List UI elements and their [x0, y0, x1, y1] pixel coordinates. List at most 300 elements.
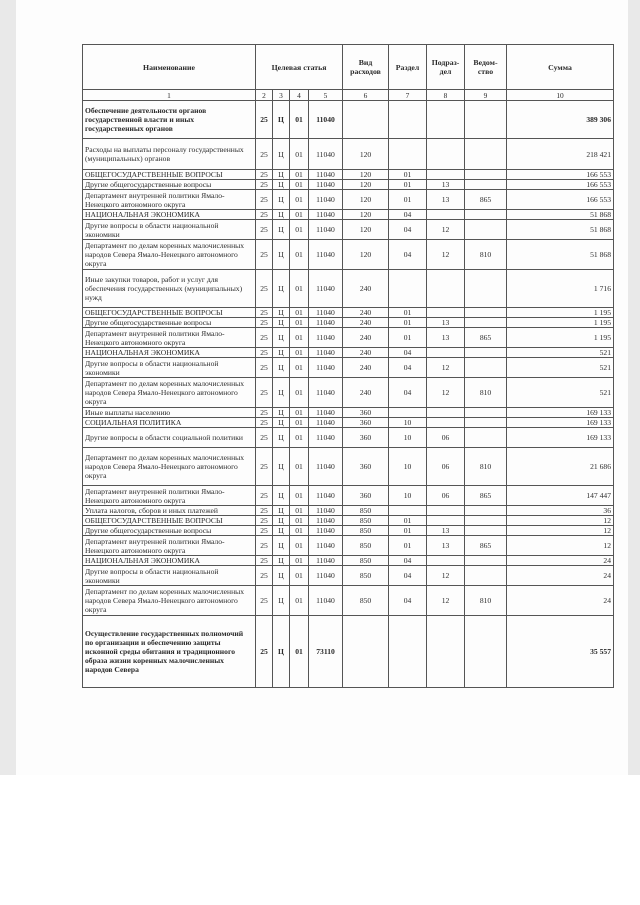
main-activity-code: 01: [290, 378, 309, 408]
section-code: 01: [389, 328, 427, 348]
expense-type-code: 850: [343, 516, 389, 526]
department-code: [465, 566, 507, 586]
subprogram-code: Ц: [273, 358, 290, 378]
department-code: [465, 170, 507, 180]
header-section: Раздел: [389, 45, 427, 90]
main-activity-code: 01: [290, 486, 309, 506]
row-name: Другие вопросы в области национальной экономики: [83, 566, 256, 586]
direction-code: 73110: [309, 616, 343, 688]
row-sum: 147 447: [507, 486, 614, 506]
table-row: [83, 418, 614, 428]
subsection-code: [427, 101, 465, 139]
subprogram-code: Ц: [273, 616, 290, 688]
direction-code: 11040: [309, 378, 343, 408]
subprogram-code: Ц: [273, 586, 290, 616]
row-sum: 12: [507, 536, 614, 556]
section-code: [389, 408, 427, 418]
row-sum: 51 868: [507, 240, 614, 270]
main-activity-code: 01: [290, 526, 309, 536]
header-expense-type: Вид расходов: [343, 45, 389, 90]
subprogram-code: Ц: [273, 526, 290, 536]
table-row: [83, 526, 614, 536]
expense-type-code: 850: [343, 566, 389, 586]
program-code: 25: [256, 190, 273, 210]
department-code: [465, 220, 507, 240]
subsection-code: 13: [427, 526, 465, 536]
row-name: ОБЩЕГОСУДАРСТВЕННЫЕ ВОПРОСЫ: [83, 170, 256, 180]
expense-type-code: 850: [343, 536, 389, 556]
main-activity-code: 01: [290, 220, 309, 240]
department-code: [465, 358, 507, 378]
subsection-code: [427, 616, 465, 688]
main-activity-code: 01: [290, 566, 309, 586]
table-row: [83, 139, 614, 170]
main-activity-code: 01: [290, 616, 309, 688]
subsection-code: 12: [427, 586, 465, 616]
expense-type-code: 120: [343, 190, 389, 210]
row-name: Другие вопросы в области социальной политики: [83, 428, 256, 448]
section-code: 04: [389, 586, 427, 616]
program-code: 25: [256, 270, 273, 308]
subsection-code: [427, 308, 465, 318]
subsection-code: 13: [427, 180, 465, 190]
section-code: 04: [389, 220, 427, 240]
table-row: [83, 616, 614, 688]
department-code: [465, 616, 507, 688]
subsection-code: [427, 270, 465, 308]
direction-code: 11040: [309, 408, 343, 418]
subsection-code: 13: [427, 328, 465, 348]
expense-type-code: 360: [343, 486, 389, 506]
program-code: 25: [256, 526, 273, 536]
subprogram-code: Ц: [273, 556, 290, 566]
department-code: [465, 506, 507, 516]
expense-type-code: 120: [343, 240, 389, 270]
department-code: [465, 270, 507, 308]
table-row: [83, 190, 614, 210]
direction-code: 11040: [309, 139, 343, 170]
department-code: 865: [465, 190, 507, 210]
direction-code: 11040: [309, 318, 343, 328]
table-row: [83, 506, 614, 516]
expense-type-code: 120: [343, 139, 389, 170]
department-code: [465, 348, 507, 358]
subprogram-code: Ц: [273, 240, 290, 270]
row-name: НАЦИОНАЛЬНАЯ ЭКОНОМИКА: [83, 348, 256, 358]
row-name: Обеспечение деятельности органов государственной власти и иных государственных органов: [83, 101, 256, 139]
subprogram-code: Ц: [273, 418, 290, 428]
section-code: 04: [389, 566, 427, 586]
column-number: 6: [343, 90, 389, 101]
table-row: [83, 220, 614, 240]
department-code: [465, 408, 507, 418]
program-code: 25: [256, 408, 273, 418]
expense-type-code: 360: [343, 408, 389, 418]
subprogram-code: Ц: [273, 318, 290, 328]
row-name: Департамент внутренней политики Ямало-Ненецкого автономного округа: [83, 536, 256, 556]
department-code: 865: [465, 486, 507, 506]
subprogram-code: Ц: [273, 210, 290, 220]
subprogram-code: Ц: [273, 536, 290, 556]
column-number: 2: [256, 90, 273, 101]
column-number: 7: [389, 90, 427, 101]
direction-code: 11040: [309, 328, 343, 348]
row-name: Департамент внутренней политики Ямало-Ненецкого автономного округа: [83, 486, 256, 506]
column-number: 9: [465, 90, 507, 101]
row-name: Уплата налогов, сборов и иных платежей: [83, 506, 256, 516]
row-sum: 521: [507, 358, 614, 378]
main-activity-code: 01: [290, 190, 309, 210]
section-code: 10: [389, 448, 427, 486]
subsection-code: 06: [427, 448, 465, 486]
main-activity-code: 01: [290, 180, 309, 190]
expense-type-code: 850: [343, 526, 389, 536]
column-number: 4: [290, 90, 309, 101]
row-name: Другие общегосударственные вопросы: [83, 526, 256, 536]
direction-code: 11040: [309, 428, 343, 448]
row-name: Другие вопросы в области национальной экономики: [83, 358, 256, 378]
row-sum: 1 195: [507, 308, 614, 318]
row-sum: 166 553: [507, 190, 614, 210]
expense-type-code: 850: [343, 586, 389, 616]
main-activity-code: 01: [290, 270, 309, 308]
row-sum: 51 868: [507, 220, 614, 240]
table-row: [83, 328, 614, 348]
table-row: [83, 536, 614, 556]
row-sum: 12: [507, 516, 614, 526]
expense-type-code: 240: [343, 308, 389, 318]
row-sum: 24: [507, 586, 614, 616]
table-row: [83, 516, 614, 526]
row-sum: 218 421: [507, 139, 614, 170]
program-code: 25: [256, 448, 273, 486]
subsection-code: 12: [427, 566, 465, 586]
row-name: Департамент внутренней политики Ямало-Ненецкого автономного округа: [83, 190, 256, 210]
program-code: 25: [256, 536, 273, 556]
direction-code: 11040: [309, 358, 343, 378]
subsection-code: 06: [427, 428, 465, 448]
table-row: [83, 428, 614, 448]
row-name: Осуществление государственных полномочий по организации и обеспечению защиты исконной среды обитания и традиционного образа жизни коренных малочисленных народов Севера: [83, 616, 256, 688]
section-code: [389, 506, 427, 516]
department-code: [465, 418, 507, 428]
main-activity-code: 01: [290, 418, 309, 428]
department-code: [465, 101, 507, 139]
column-number: 5: [309, 90, 343, 101]
main-activity-code: 01: [290, 448, 309, 486]
direction-code: 11040: [309, 556, 343, 566]
program-code: 25: [256, 616, 273, 688]
table-row: [83, 101, 614, 139]
direction-code: 11040: [309, 170, 343, 180]
subprogram-code: Ц: [273, 448, 290, 486]
program-code: 25: [256, 428, 273, 448]
direction-code: 11040: [309, 506, 343, 516]
table-row: [83, 170, 614, 180]
subsection-code: 13: [427, 318, 465, 328]
subsection-code: 13: [427, 190, 465, 210]
subprogram-code: Ц: [273, 328, 290, 348]
subsection-code: [427, 556, 465, 566]
row-name: Иные выплаты населению: [83, 408, 256, 418]
direction-code: 11040: [309, 348, 343, 358]
program-code: 25: [256, 348, 273, 358]
row-name: Другие общегосударственные вопросы: [83, 318, 256, 328]
table-row: [83, 308, 614, 318]
program-code: 25: [256, 308, 273, 318]
program-code: 25: [256, 566, 273, 586]
table-row: [83, 240, 614, 270]
direction-code: 11040: [309, 220, 343, 240]
expense-type-code: 120: [343, 220, 389, 240]
program-code: 25: [256, 486, 273, 506]
direction-code: 11040: [309, 448, 343, 486]
table-row: [83, 348, 614, 358]
table-row: [83, 378, 614, 408]
row-sum: 166 553: [507, 170, 614, 180]
department-code: [465, 318, 507, 328]
row-sum: 521: [507, 378, 614, 408]
department-code: [465, 516, 507, 526]
program-code: 25: [256, 556, 273, 566]
section-code: 10: [389, 486, 427, 506]
row-name: ОБЩЕГОСУДАРСТВЕННЫЕ ВОПРОСЫ: [83, 308, 256, 318]
direction-code: 11040: [309, 308, 343, 318]
subsection-code: [427, 418, 465, 428]
section-code: 04: [389, 556, 427, 566]
row-sum: 1 716: [507, 270, 614, 308]
department-code: 810: [465, 378, 507, 408]
row-name: Иные закупки товаров, работ и услуг для обеспечения государственных (муниципальных) нужд: [83, 270, 256, 308]
column-number-row: [83, 90, 614, 101]
department-code: [465, 180, 507, 190]
expense-type-code: 850: [343, 506, 389, 516]
direction-code: 11040: [309, 210, 343, 220]
subsection-code: 13: [427, 536, 465, 556]
direction-code: 11040: [309, 101, 343, 139]
row-name: СОЦИАЛЬНАЯ ПОЛИТИКА: [83, 418, 256, 428]
section-code: 04: [389, 240, 427, 270]
direction-code: 11040: [309, 240, 343, 270]
subsection-code: [427, 516, 465, 526]
main-activity-code: 01: [290, 358, 309, 378]
main-activity-code: 01: [290, 318, 309, 328]
subsection-code: [427, 170, 465, 180]
main-activity-code: 01: [290, 170, 309, 180]
expense-type-code: 120: [343, 170, 389, 180]
row-name: Департамент по делам коренных малочисленных народов Севера Ямало-Ненецкого автономного округа: [83, 448, 256, 486]
column-number: 10: [507, 90, 614, 101]
row-sum: 51 868: [507, 210, 614, 220]
table-row: [83, 408, 614, 418]
budget-table: [82, 44, 614, 688]
expense-type-code: 240: [343, 318, 389, 328]
program-code: 25: [256, 378, 273, 408]
row-sum: 169 133: [507, 428, 614, 448]
department-code: 810: [465, 240, 507, 270]
section-code: 01: [389, 170, 427, 180]
expense-type-code: 240: [343, 378, 389, 408]
expense-type-code: 360: [343, 418, 389, 428]
row-sum: 389 306: [507, 101, 614, 139]
row-sum: 35 557: [507, 616, 614, 688]
expense-type-code: 240: [343, 358, 389, 378]
row-sum: 12: [507, 526, 614, 536]
section-code: 01: [389, 318, 427, 328]
department-code: [465, 428, 507, 448]
department-code: 810: [465, 448, 507, 486]
section-code: 04: [389, 210, 427, 220]
program-code: 25: [256, 358, 273, 378]
row-sum: 1 195: [507, 318, 614, 328]
section-code: [389, 101, 427, 139]
section-code: 10: [389, 418, 427, 428]
table-row: [83, 448, 614, 486]
column-number: 3: [273, 90, 290, 101]
subsection-code: [427, 506, 465, 516]
section-code: 01: [389, 180, 427, 190]
row-name: Другие вопросы в области национальной экономики: [83, 220, 256, 240]
subsection-code: 12: [427, 358, 465, 378]
expense-type-code: 120: [343, 210, 389, 220]
expense-type-code: 240: [343, 348, 389, 358]
direction-code: 11040: [309, 536, 343, 556]
table-row: [83, 270, 614, 308]
subprogram-code: Ц: [273, 486, 290, 506]
subsection-code: 12: [427, 220, 465, 240]
main-activity-code: 01: [290, 516, 309, 526]
table-row: [83, 566, 614, 586]
blank-area: [0, 775, 640, 905]
row-name: Департамент по делам коренных малочисленных народов Севера Ямало-Ненецкого автономного округа: [83, 586, 256, 616]
subsection-code: [427, 348, 465, 358]
section-code: 10: [389, 428, 427, 448]
row-sum: 169 133: [507, 408, 614, 418]
subsection-code: [427, 408, 465, 418]
expense-type-code: 120: [343, 180, 389, 190]
department-code: [465, 139, 507, 170]
section-code: [389, 139, 427, 170]
row-sum: 166 553: [507, 180, 614, 190]
subprogram-code: Ц: [273, 139, 290, 170]
subprogram-code: Ц: [273, 408, 290, 418]
row-sum: 1 195: [507, 328, 614, 348]
main-activity-code: 01: [290, 348, 309, 358]
table-row: [83, 586, 614, 616]
table-row: [83, 556, 614, 566]
header-department: Ведом-ство: [465, 45, 507, 90]
subprogram-code: Ц: [273, 170, 290, 180]
main-activity-code: 01: [290, 101, 309, 139]
section-code: 01: [389, 308, 427, 318]
subprogram-code: Ц: [273, 308, 290, 318]
subprogram-code: Ц: [273, 348, 290, 358]
row-name: НАЦИОНАЛЬНАЯ ЭКОНОМИКА: [83, 210, 256, 220]
row-sum: 24: [507, 566, 614, 586]
header-target-article: Целевая статья: [256, 45, 343, 90]
main-activity-code: 01: [290, 408, 309, 418]
row-name: ОБЩЕГОСУДАРСТВЕННЫЕ ВОПРОСЫ: [83, 516, 256, 526]
row-name: Департамент по делам коренных малочисленных народов Севера Ямало-Ненецкого автономного округа: [83, 240, 256, 270]
section-code: 04: [389, 358, 427, 378]
program-code: 25: [256, 418, 273, 428]
subprogram-code: Ц: [273, 270, 290, 308]
program-code: 25: [256, 170, 273, 180]
department-code: 865: [465, 328, 507, 348]
row-sum: 21 686: [507, 448, 614, 486]
program-code: 25: [256, 328, 273, 348]
section-code: 01: [389, 536, 427, 556]
program-code: 25: [256, 516, 273, 526]
section-code: 04: [389, 378, 427, 408]
program-code: 25: [256, 318, 273, 328]
subsection-code: 06: [427, 486, 465, 506]
section-code: 01: [389, 516, 427, 526]
program-code: 25: [256, 220, 273, 240]
subprogram-code: Ц: [273, 220, 290, 240]
direction-code: 11040: [309, 516, 343, 526]
subprogram-code: Ц: [273, 516, 290, 526]
program-code: 25: [256, 180, 273, 190]
direction-code: 11040: [309, 566, 343, 586]
direction-code: 11040: [309, 418, 343, 428]
subsection-code: 12: [427, 378, 465, 408]
program-code: 25: [256, 210, 273, 220]
direction-code: 11040: [309, 486, 343, 506]
row-sum: 169 133: [507, 418, 614, 428]
main-activity-code: 01: [290, 139, 309, 170]
table-row: [83, 318, 614, 328]
header-name: Наименование: [83, 45, 256, 90]
table-row: [83, 180, 614, 190]
table-row: [83, 486, 614, 506]
section-code: [389, 616, 427, 688]
row-name: Департамент по делам коренных малочисленных народов Севера Ямало-Ненецкого автономного округа: [83, 378, 256, 408]
department-code: 810: [465, 586, 507, 616]
program-code: 25: [256, 139, 273, 170]
row-sum: 24: [507, 556, 614, 566]
direction-code: 11040: [309, 586, 343, 616]
expense-type-code: 360: [343, 428, 389, 448]
expense-type-code: 240: [343, 270, 389, 308]
expense-type-code: 360: [343, 448, 389, 486]
main-activity-code: 01: [290, 210, 309, 220]
main-activity-code: 01: [290, 428, 309, 448]
header-subsection: Подраз-дел: [427, 45, 465, 90]
subprogram-code: Ц: [273, 428, 290, 448]
program-code: 25: [256, 101, 273, 139]
column-number: 1: [83, 90, 256, 101]
program-code: 25: [256, 240, 273, 270]
program-code: 25: [256, 586, 273, 616]
program-code: 25: [256, 506, 273, 516]
header-sum: Сумма: [507, 45, 614, 90]
expense-type-code: 240: [343, 328, 389, 348]
section-code: 04: [389, 348, 427, 358]
main-activity-code: 01: [290, 556, 309, 566]
row-name: Департамент внутренней политики Ямало-Ненецкого автономного округа: [83, 328, 256, 348]
department-code: [465, 308, 507, 318]
department-code: 865: [465, 536, 507, 556]
department-code: [465, 210, 507, 220]
main-activity-code: 01: [290, 308, 309, 318]
header-row: [83, 45, 614, 90]
direction-code: 11040: [309, 270, 343, 308]
subprogram-code: Ц: [273, 566, 290, 586]
row-name: Расходы на выплаты персоналу государственных (муниципальных) органов: [83, 139, 256, 170]
section-code: 01: [389, 190, 427, 210]
subprogram-code: Ц: [273, 506, 290, 516]
